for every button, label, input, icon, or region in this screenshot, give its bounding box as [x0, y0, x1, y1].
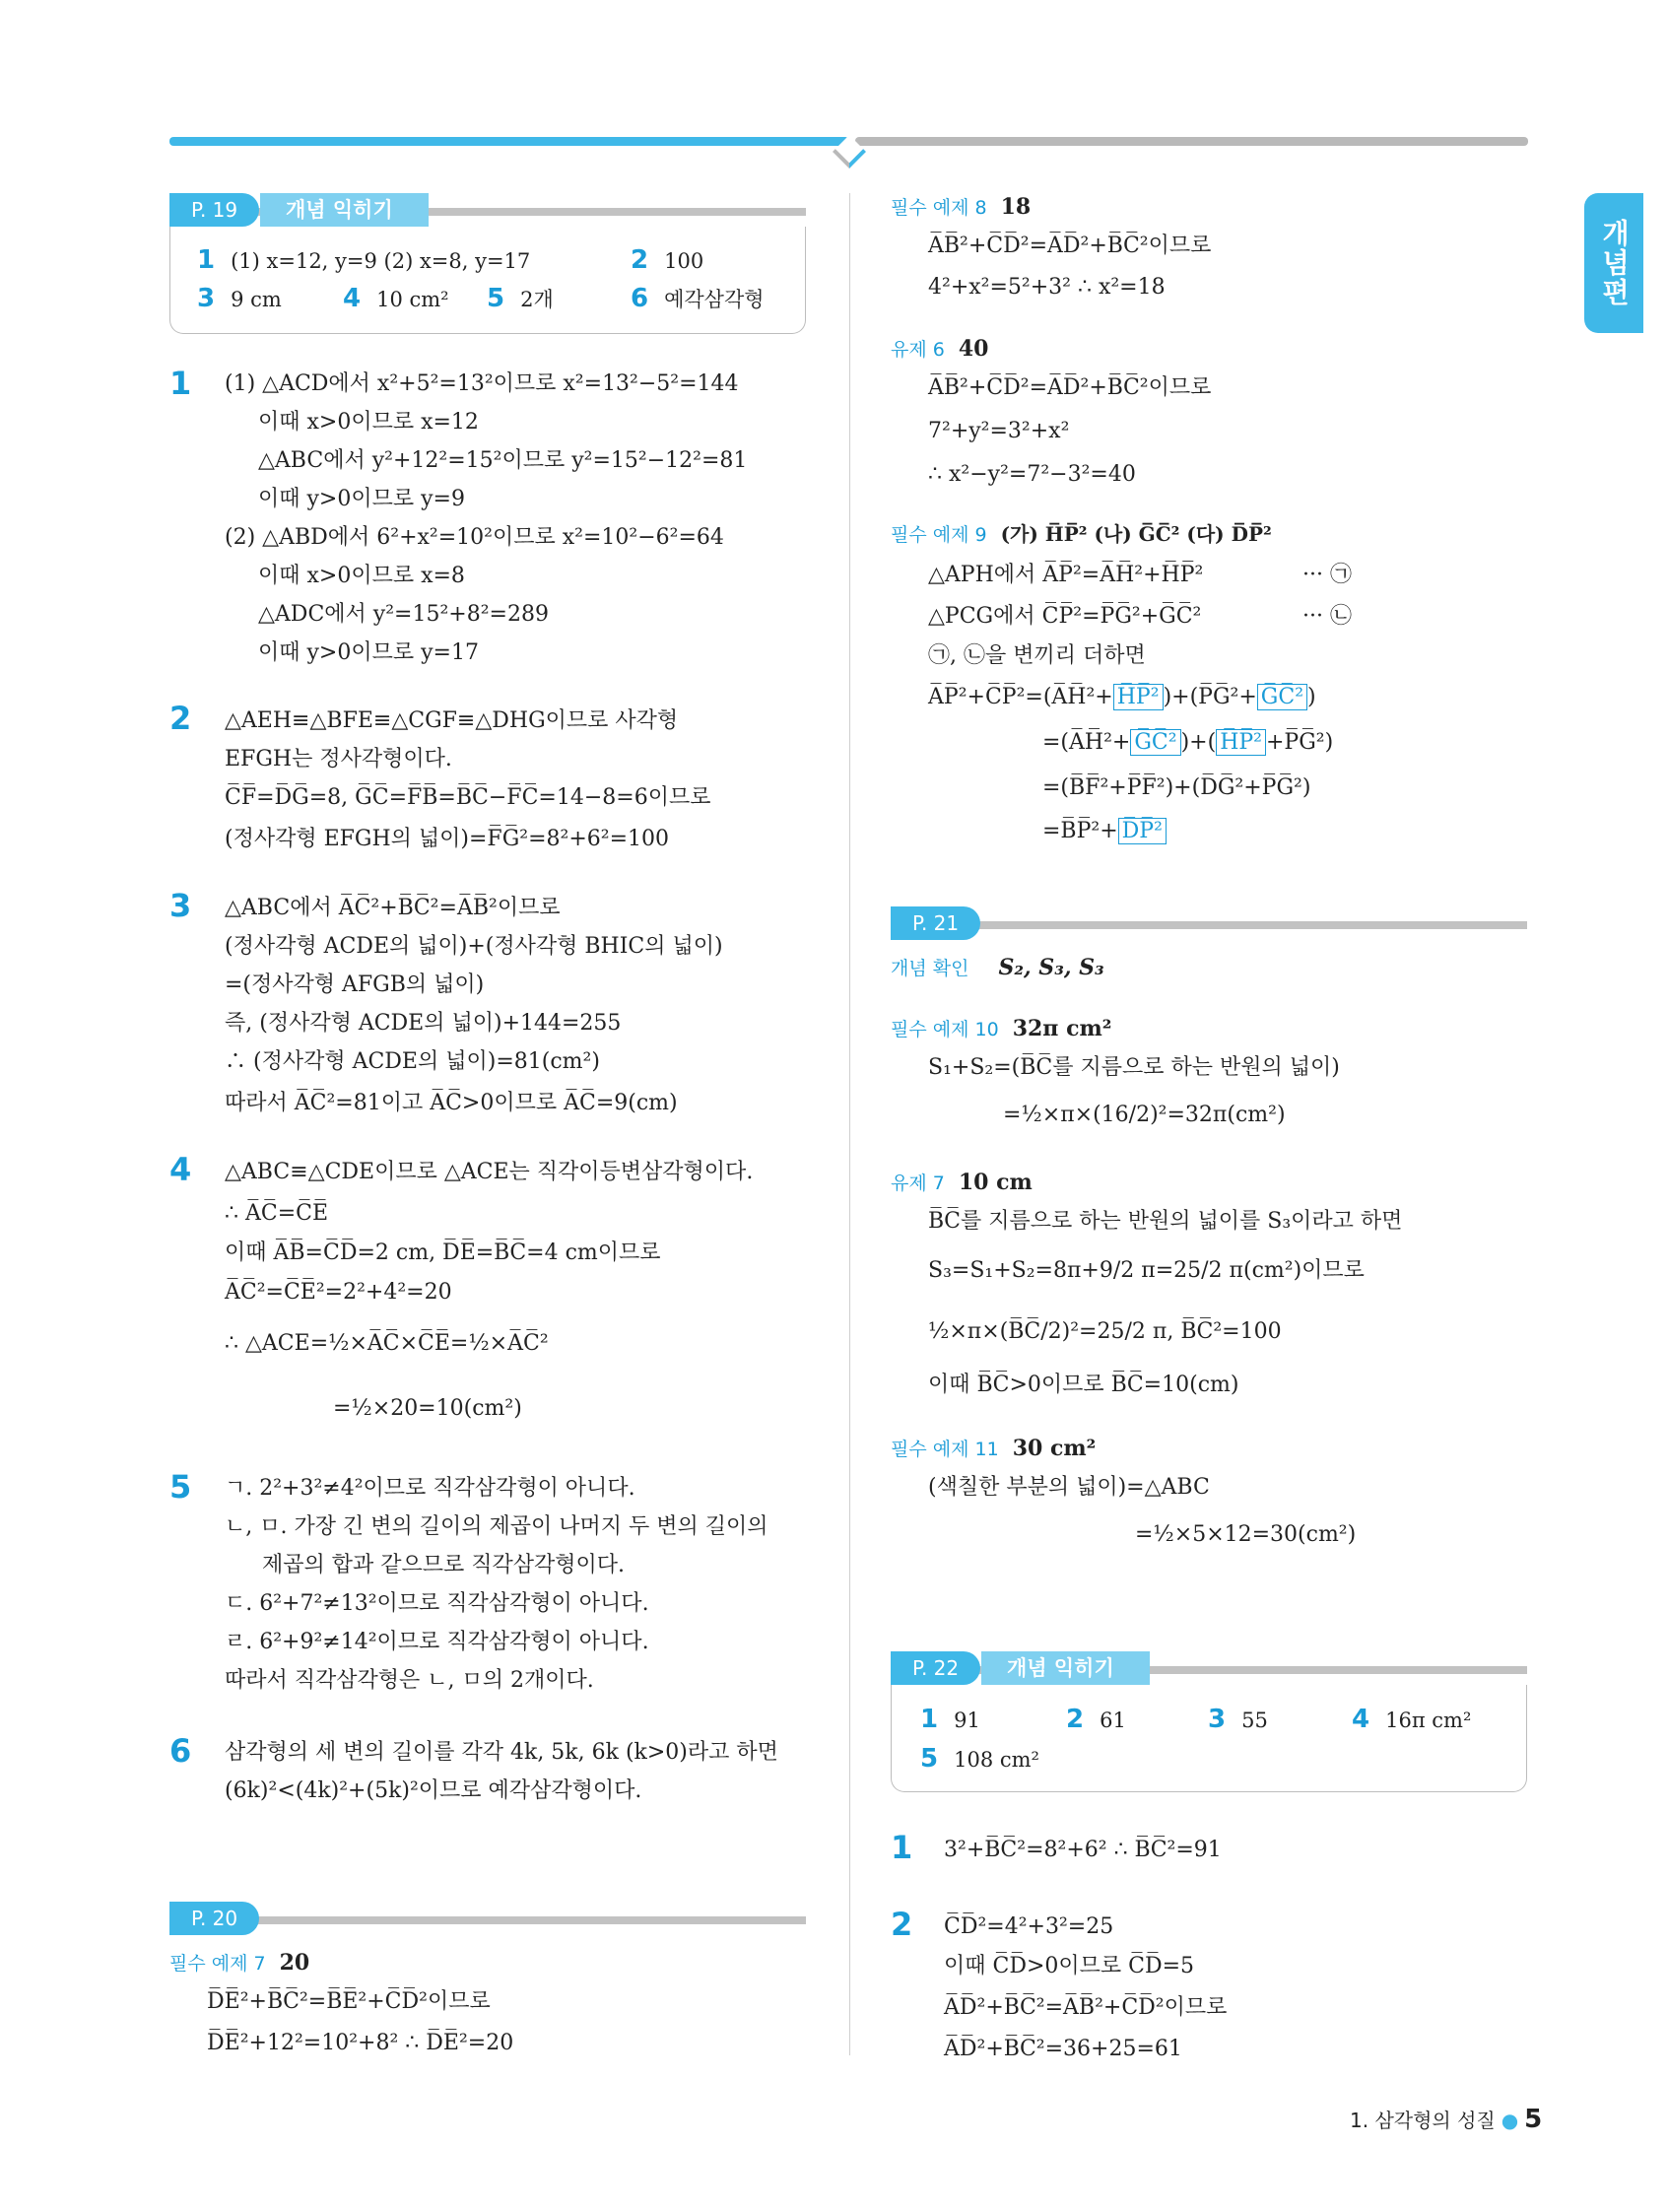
top-bar-right — [855, 137, 1528, 146]
solution-line: 삼각형의 세 변의 길이를 각각 4k, 5k, 6k (k>0)라고 하면 — [225, 1740, 778, 1765]
solution-line: 이때 y>0이므로 y=17 — [258, 640, 479, 665]
solution-line: △ABC에서 y²+12²=15²이므로 y²=15²−12²=81 — [258, 448, 748, 473]
solution-line: ㄴ, ㅁ. 가장 긴 변의 길이의 제곱이 나머지 두 변의 길이의 — [225, 1514, 768, 1539]
solution-line: =½×π×(16/2)²=32π(cm²) — [1003, 1103, 1286, 1127]
section-title: 개념 익히기 — [981, 1651, 1150, 1685]
solution-line: 제곱의 합과 같으므로 직각삼각형이다. — [262, 1553, 626, 1577]
solution-line: 이때 C̅D̅>0이므로 C̅D̅=5 — [944, 1954, 1195, 1978]
answer-item: 5 2개 — [487, 284, 554, 313]
solution-line: =½×5×12=30(cm²) — [1135, 1522, 1357, 1547]
answer-blank: G̅C̅² — [1130, 729, 1180, 756]
solution-line: ∴ x²−y²=7²−3²=40 — [928, 462, 1136, 487]
section-header-p22 — [891, 1651, 1527, 1685]
solution-line: ㉠, ㉡을 변끼리 더하면 — [928, 643, 1146, 668]
answer-item: 3 9 cm — [197, 284, 282, 313]
solution-line: 따라서 직각삼각형은 ㄴ, ㅁ의 2개이다. — [225, 1668, 594, 1693]
solution-line: ½×π×(B̅C̅/2)²=25/2 π, B̅C̅²=100 — [928, 1319, 1282, 1344]
solution-line: △APH에서 A̅P̅²=A̅H̅²+H̅P̅² — [928, 563, 1204, 587]
answer-blank: H̅P̅² — [1113, 684, 1164, 710]
top-bar-left — [169, 137, 849, 146]
solution-line: 이때 B̅C̅>0이므로 B̅C̅=10(cm) — [928, 1373, 1239, 1397]
section-header-p21 — [891, 906, 1527, 940]
chapter-title: 1. 삼각형의 성질 — [1350, 2109, 1496, 2132]
solution-line: ㄱ. 2²+3²≠4²이므로 직각삼각형이 아니다. — [225, 1476, 635, 1501]
example-heading: 필수 예제 8 18 — [891, 194, 1032, 220]
solution-line: =(A̅H̅²+ G̅C̅² )+( H̅P̅² +P̅G̅²) — [1042, 730, 1334, 755]
solution-line: 이때 x>0이므로 x=12 — [258, 410, 479, 435]
question-number: 1 — [891, 1829, 913, 1866]
section-header-p20 — [169, 1902, 806, 1935]
example-heading: 필수 예제 10 32π cm² — [891, 1016, 1112, 1041]
solution-line: A̅P̅²+C̅P̅²=(A̅H̅²+ H̅P̅² )+(P̅G̅²+ G̅C̅² ) — [928, 685, 1316, 709]
solution-line: △AEH≡△BFE≡△CGF≡△DHG이므로 사각형 — [225, 708, 679, 733]
solution-line: D̅E̅²+B̅C̅²=B̅E̅²+C̅D̅²이므로 — [207, 1989, 491, 2014]
solution-line: A̅C̅²=C̅E̅²=2²+4²=20 — [225, 1280, 452, 1305]
solution-line: (정사각형 ACDE의 넓이)+(정사각형 BHIC의 넓이) — [225, 934, 723, 959]
solution-line: S₃=S₁+S₂=8π+9/2 π=25/2 π(cm²)이므로 — [928, 1258, 1365, 1283]
solution-line: ㄹ. 6²+9²≠14²이므로 직각삼각형이 아니다. — [225, 1630, 649, 1654]
answer-blank: D̅P̅² — [1118, 818, 1167, 844]
example-heading: 필수 예제 7 20 — [169, 1950, 310, 1976]
answer-item: 2 61 — [1066, 1705, 1126, 1734]
answer-item: 1 91 — [920, 1705, 980, 1734]
answer-item: 6 예각삼각형 — [631, 284, 765, 313]
solution-line: ∴ △ACE=½×A̅C̅×C̅E̅=½×A̅C̅² — [225, 1331, 549, 1356]
solution-line: △ABC에서 A̅C̅²+B̅C̅²=A̅B̅²이므로 — [225, 896, 561, 920]
solution-line: 즉, (정사각형 ACDE의 넓이)+144=255 — [225, 1011, 622, 1036]
example-heading: 유제 7 10 cm — [891, 1170, 1033, 1195]
question-number: 1 — [169, 365, 192, 402]
column-divider — [849, 193, 850, 2055]
page-badge: P. 21 — [891, 906, 980, 940]
equation-mark: ··· ㉡ — [1302, 604, 1352, 629]
answer-item: 3 55 — [1208, 1705, 1268, 1734]
answer-item: 4 16π cm² — [1352, 1705, 1472, 1734]
solution-line: 이때 x>0이므로 x=8 — [258, 564, 465, 588]
question-number: 6 — [169, 1732, 192, 1770]
solution-line: C̅D̅²=4²+3²=25 — [944, 1914, 1114, 1939]
solution-line: ㄷ. 6²+7²≠13²이므로 직각삼각형이 아니다. — [225, 1591, 649, 1616]
solution-line: 따라서 A̅C̅²=81이고 A̅C̅>0이므로 A̅C̅=9(cm) — [225, 1091, 678, 1115]
answer-box-p19 — [169, 227, 806, 334]
solution-line: 3²+B̅C̅²=8²+6² ∴ B̅C̅²=91 — [944, 1838, 1222, 1862]
solution-line: (색칠한 부분의 넓이)=△ABC — [928, 1475, 1210, 1500]
example-heading: 필수 예제 9 (가) H̅P̅² (나) G̅C̅² (다) D̅P̅² — [891, 522, 1272, 546]
solution-line: (2) △ABD에서 6²+x²=10²이므로 x²=10²−6²=64 — [225, 525, 724, 550]
solution-line: 7²+y²=3²+x² — [928, 419, 1070, 443]
solution-line: B̅C̅를 지름으로 하는 반원의 넓이를 S₃이라고 하면 — [928, 1209, 1403, 1234]
solution-line: =(정사각형 AFGB의 넓이) — [225, 972, 485, 997]
solution-line: =(B̅F̅²+P̅F̅²)+(D̅G̅²+P̅G̅²) — [1042, 775, 1311, 800]
solution-line: A̅B̅²+C̅D̅²=A̅D̅²+B̅C̅²이므로 — [928, 375, 1212, 400]
answer-item: 1 (1) x=12, y=9 (2) x=8, y=17 — [197, 245, 531, 275]
question-number: 2 — [169, 700, 192, 737]
solution-line: A̅B̅²+C̅D̅²=A̅D̅²+B̅C̅²이므로 — [928, 234, 1212, 258]
question-number: 3 — [169, 887, 192, 924]
answer-blank: G̅C̅² — [1257, 684, 1307, 710]
solution-line: △ADC에서 y²=15²+8²=289 — [258, 602, 549, 627]
page-number: 5 — [1524, 2105, 1543, 2134]
answer-box-p22 — [891, 1685, 1527, 1792]
solution-line: (정사각형 EFGH의 넓이)=F̅G̅²=8²+6²=100 — [225, 827, 670, 851]
solution-line: (6k)²<(4k)²+(5k)²이므로 예각삼각형이다. — [225, 1778, 642, 1803]
section-header-p19 — [169, 193, 806, 227]
solution-line: EFGH는 정사각형이다. — [225, 747, 452, 771]
page-badge: P. 22 — [891, 1651, 980, 1685]
solution-line: 이때 y>0이므로 y=9 — [258, 487, 465, 511]
question-number: 2 — [891, 1906, 913, 1943]
solution-line: C̅F̅=D̅G̅=8, G̅C̅=F̅B̅=B̅C̅−F̅C̅=14−8=6이므로 — [225, 785, 711, 810]
answer-blank: H̅P̅² — [1216, 729, 1266, 756]
solution-line: =B̅P̅²+ D̅P̅² — [1042, 818, 1167, 845]
page-badge: P. 20 — [169, 1902, 259, 1935]
solution-line: A̅D̅²+B̅C̅²=36+25=61 — [944, 2037, 1182, 2061]
section-title: 개념 익히기 — [260, 193, 429, 227]
equation-mark: ··· ㉠ — [1302, 563, 1352, 587]
solution-line: 4²+x²=5²+3² ∴ x²=18 — [928, 275, 1166, 300]
answer-item: 2 100 — [631, 245, 704, 275]
solution-line: A̅D̅²+B̅C̅²=A̅B̅²+C̅D̅²이므로 — [944, 1995, 1228, 2020]
solution-line: (1) △ACD에서 x²+5²=13²이므로 x²=13²−5²=144 — [225, 371, 739, 396]
page-badge: P. 19 — [169, 193, 259, 227]
solution-line: △ABC≡△CDE이므로 △ACE는 직각이등변삼각형이다. — [225, 1160, 754, 1184]
answer-item: 4 10 cm² — [343, 284, 449, 313]
example-heading: 유제 6 40 — [891, 336, 989, 362]
side-tab[interactable]: 개념편 — [1584, 193, 1643, 333]
bullet-icon: ● — [1501, 2109, 1519, 2132]
solution-line: ∴ A̅C̅=C̅E̅ — [225, 1201, 329, 1226]
question-number: 4 — [169, 1151, 192, 1188]
question-number: 5 — [169, 1468, 192, 1506]
solution-line: △PCG에서 C̅P̅²=P̅G̅²+G̅C̅² — [928, 604, 1202, 629]
solution-line: S₁+S₂=(B̅C̅를 지름으로 하는 반원의 넓이) — [928, 1055, 1340, 1080]
example-heading: 필수 예제 11 30 cm² — [891, 1436, 1097, 1461]
solution-line: =½×20=10(cm²) — [333, 1396, 522, 1421]
solution-line: D̅E̅²+12²=10²+8² ∴ D̅E̅²=20 — [207, 2031, 514, 2055]
answer-item: 5 108 cm² — [920, 1744, 1039, 1774]
example-heading: 개념 확인 S₂, S₃, S₃ — [891, 955, 1104, 980]
solution-line: ∴ (정사각형 ACDE의 넓이)=81(cm²) — [225, 1049, 600, 1074]
solution-line: 이때 A̅B̅=C̅D̅=2 cm, D̅E̅=B̅C̅=4 cm이므로 — [225, 1240, 661, 1265]
page-footer — [1350, 2105, 1542, 2134]
